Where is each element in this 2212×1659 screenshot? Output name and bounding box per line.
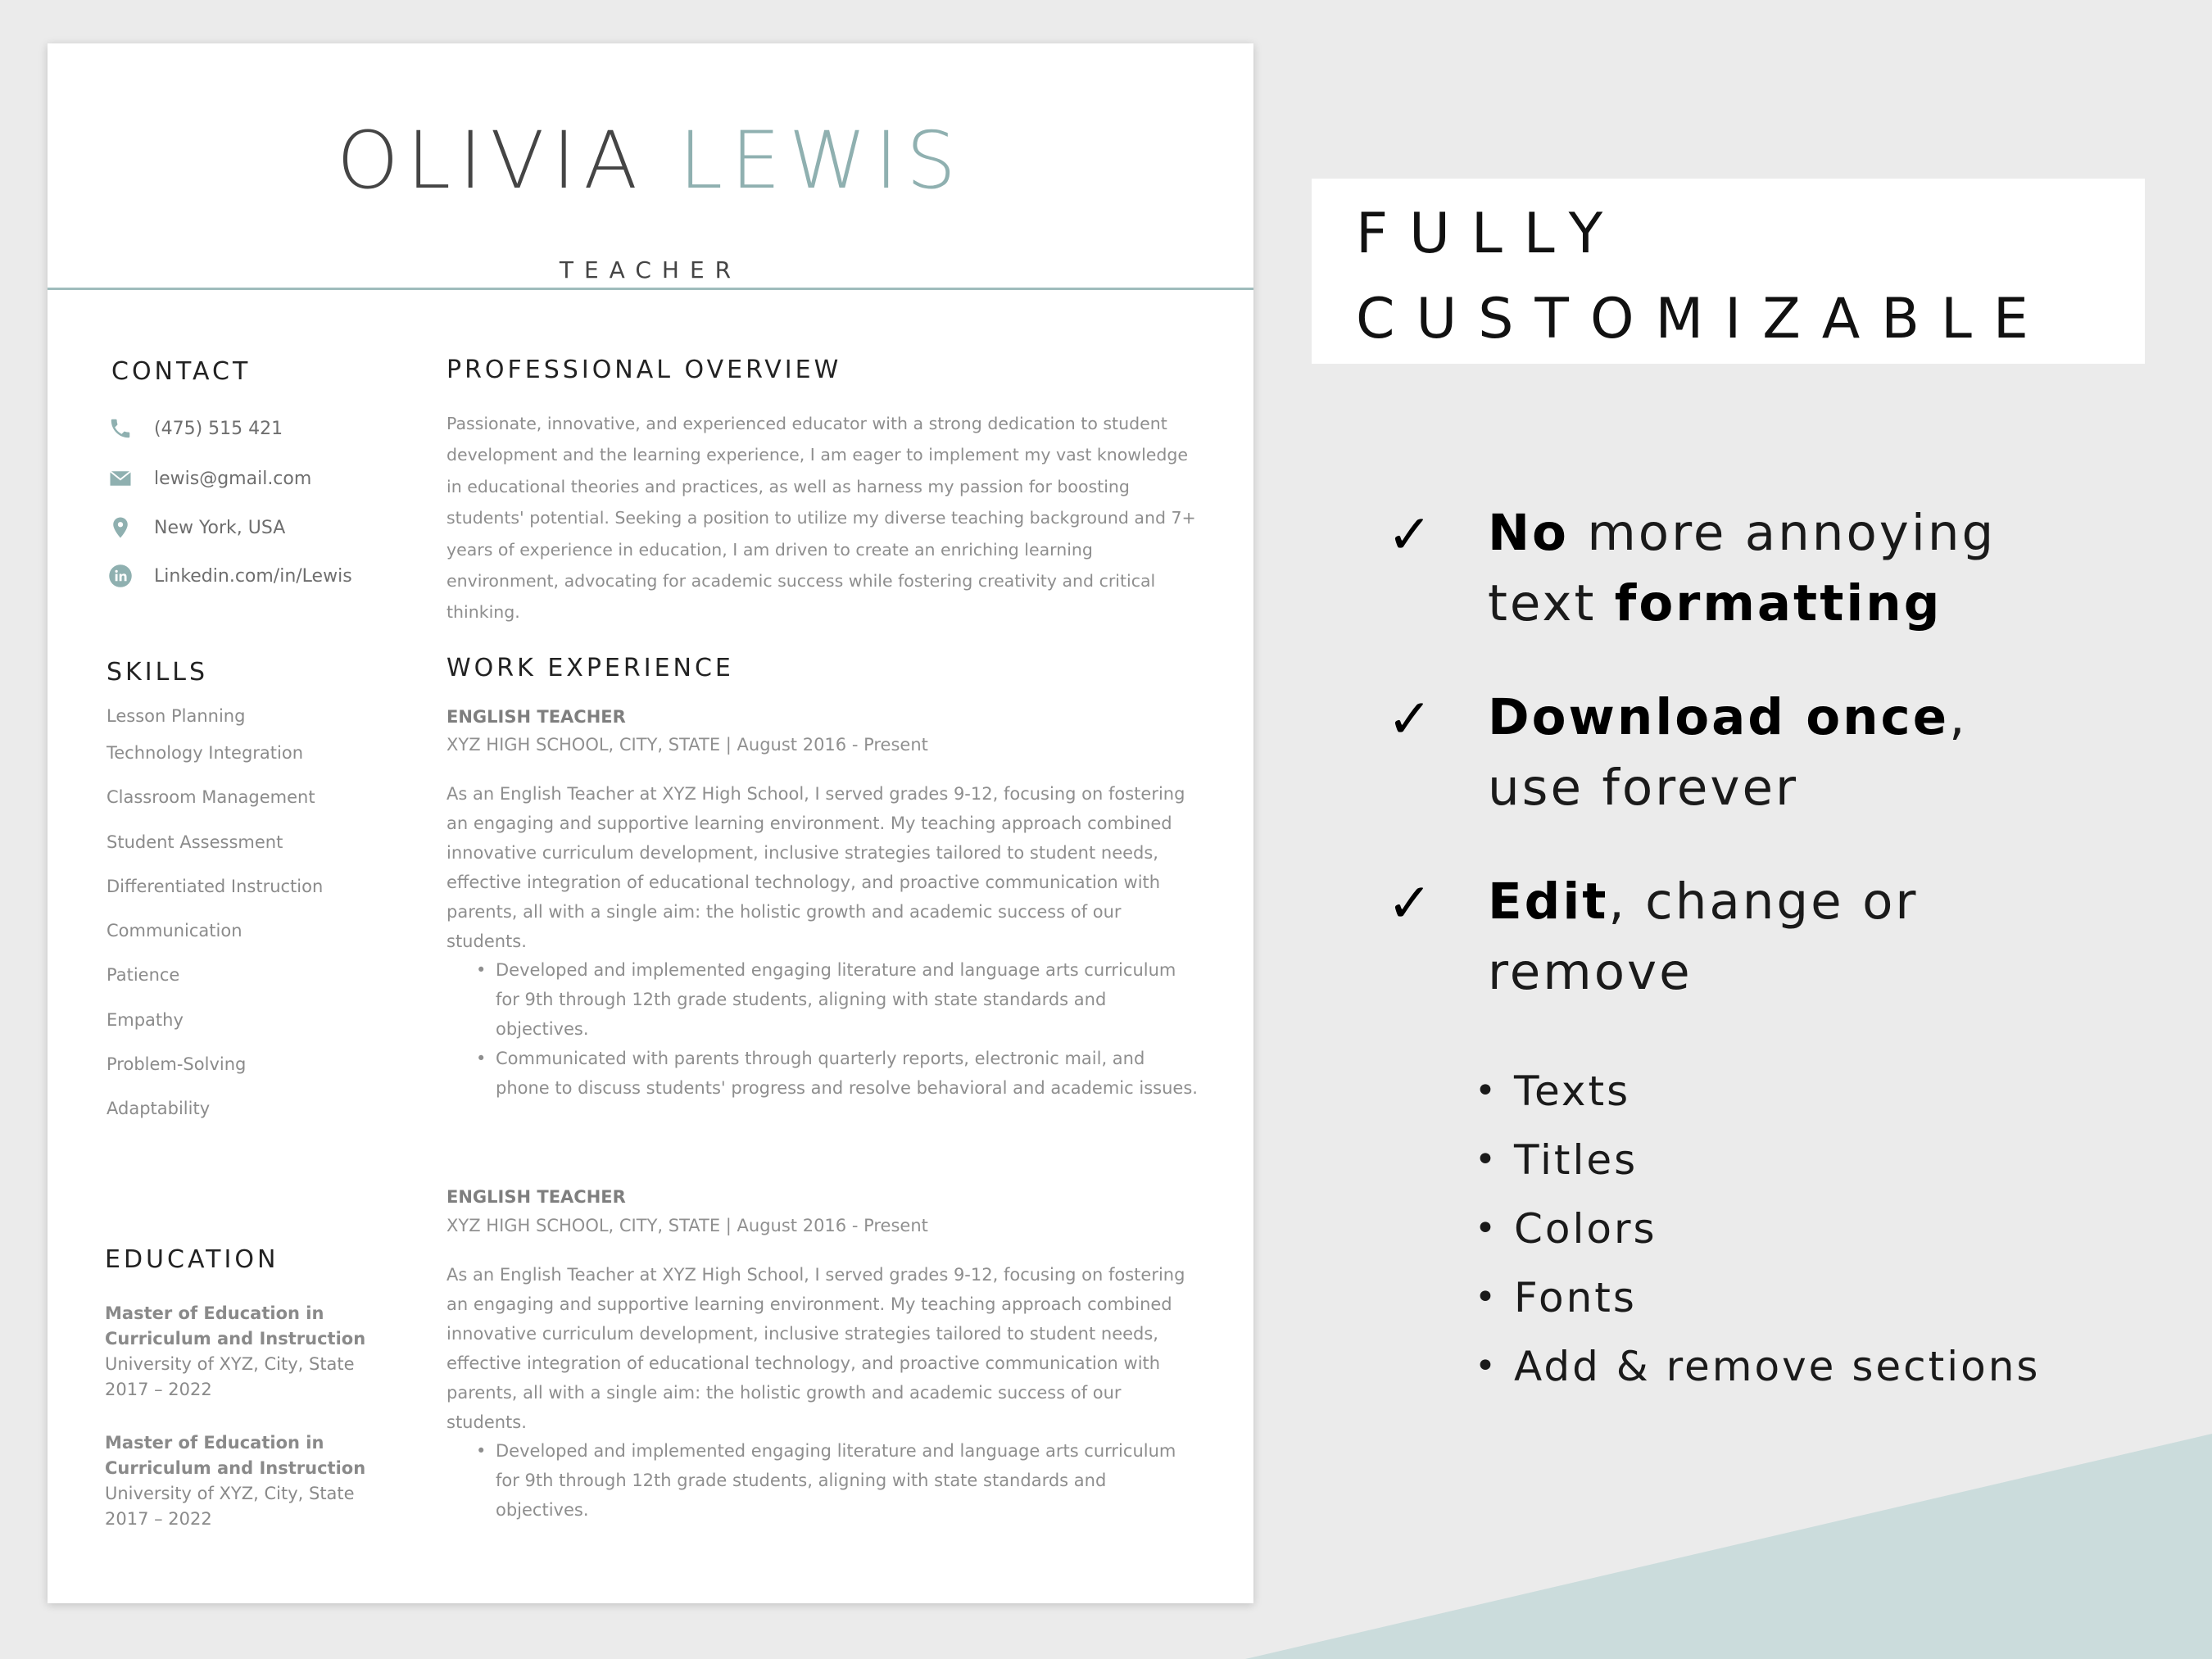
education-years: 2017 – 2022 [105,1509,212,1529]
skill-item: Differentiated Instruction [107,876,324,896]
checkmark-icon: ✓ [1387,872,1433,935]
last-name: LEWIS [678,115,964,206]
job-bullets [496,955,1200,1103]
job-bullet: • Developed and implemented engaging literature and language arts curriculum for 9th through 12th grade students, aligning with state standards and objectives. [496,1436,1200,1525]
banner-line-2: CUSTOMIZABLE [1356,287,2050,351]
skill-item: Student Assessment [107,832,283,852]
degree-line-1: Master of Education in [105,1433,324,1453]
skill-item: Adaptability [107,1099,211,1119]
editable-items-list [1514,1057,2040,1401]
editable-item: • Fonts [1514,1263,2040,1332]
linkedin-icon [108,564,133,588]
experience-title: WORK EXPERIENCE [446,654,734,682]
contact-phone [108,412,283,445]
envelope-icon [108,466,133,491]
location-pin-icon [108,515,133,540]
phone-text: (475) 515 421 [154,418,283,439]
job-bullet: • Communicated with parents through quarterly reports, electronic mail, and phone to discuss students' progress and resolve behavioral and academic issues. [496,1044,1200,1103]
job-title: ENGLISH TEACHER [446,1187,626,1207]
skill-item: Problem-Solving [107,1054,247,1075]
education-title: EDUCATION [105,1245,279,1274]
overview-title: PROFESSIONAL OVERVIEW [446,356,842,384]
overview-text: Passionate, innovative, and experienced educator with a strong dedication to student development and the learning experience, I am eager to implement my vast knowledge in educational theories and practices, as well as harness my passion for boosting students' potential. Seeking a position to utilize my diverse teaching background and 7+ years of experience in education, I am driven to create an enriching learning environment, advocating for academic success while fostering creativity and critical thinking. [446,414,1196,623]
editable-item: • Colors [1514,1194,2040,1263]
education-entry [105,1430,383,1532]
contact-linkedin [108,560,352,592]
skill-item: Lesson Planning [107,706,246,726]
skills-title: SKILLS [107,658,209,687]
degree-line-2: Curriculum and Instruction [105,1458,366,1478]
contact-title: CONTACT [111,357,252,386]
school-name: University of XYZ, City, State [105,1354,355,1374]
checkmark-icon: ✓ [1387,687,1433,750]
phone-icon [108,416,133,441]
skills-list [107,701,323,1131]
linkedin-text: Linkedin.com/in/Lewis [154,565,352,587]
feature-text: Edit, change or remove [1488,873,1919,1001]
first-name: OLIVIA [337,115,646,206]
contact-location [108,511,285,544]
editable-item: • Titles [1514,1126,2040,1194]
skill-item: Classroom Management [107,787,315,808]
header-divider [48,288,1253,290]
feature-text: Download once, use forever [1488,688,1968,817]
skill-item: Technology Integration [107,743,304,763]
job-bullet: • Developed and implemented engaging literature and language arts curriculum for 9th through 12th grade students, aligning with state standards and objectives. [496,955,1200,1044]
school-name: University of XYZ, City, State [105,1484,355,1503]
customizable-banner [1312,179,2145,364]
job-bullets [496,1436,1200,1525]
job-description: As an English Teacher at XYZ High School, I served grades 9-12, focusing on fostering an engaging and supportive learning environment. My teaching approach combined innovative curriculum development, inclusive strategies tailored to student needs, effective integration of educational technology, and proactive communication with parents, all with a single aim: the holistic growth and academic success of our students. [446,1265,1185,1432]
editable-item: • Texts [1514,1057,2040,1126]
checkmark-icon: ✓ [1387,503,1433,566]
skill-item: Communication [107,921,243,941]
email-text: lewis@gmail.com [154,468,312,489]
job-meta: XYZ HIGH SCHOOL, CITY, STATE | August 2016 - Present [446,735,928,755]
education-entry [105,1301,383,1403]
feature-text: No more annoying text formatting [1488,504,1997,632]
skill-item: Empathy [107,1009,184,1030]
contact-email [108,462,311,495]
editable-item: • Add & remove sections [1514,1332,2040,1401]
job-title: ENGLISH TEACHER [446,707,626,727]
degree-line-2: Curriculum and Instruction [105,1329,366,1349]
degree-line-1: Master of Education in [105,1303,324,1323]
resume-name [48,115,1253,206]
job-meta: XYZ HIGH SCHOOL, CITY, STATE | August 2016 - Present [446,1216,928,1235]
job-description: As an English Teacher at XYZ High School, I served grades 9-12, focusing on fostering an engaging and supportive learning environment. My teaching approach combined innovative curriculum development, inclusive strategies tailored to student needs, effective integration of educational technology, and proactive communication with parents, all with a single aim: the holistic growth and academic success of our students. [446,784,1185,951]
education-years: 2017 – 2022 [105,1380,212,1399]
location-text: New York, USA [154,517,286,538]
resume-role: TEACHER [559,256,742,283]
skill-item: Patience [107,965,180,986]
banner-line-1: FULLY [1356,202,1625,266]
resume-sheet [48,43,1253,1603]
